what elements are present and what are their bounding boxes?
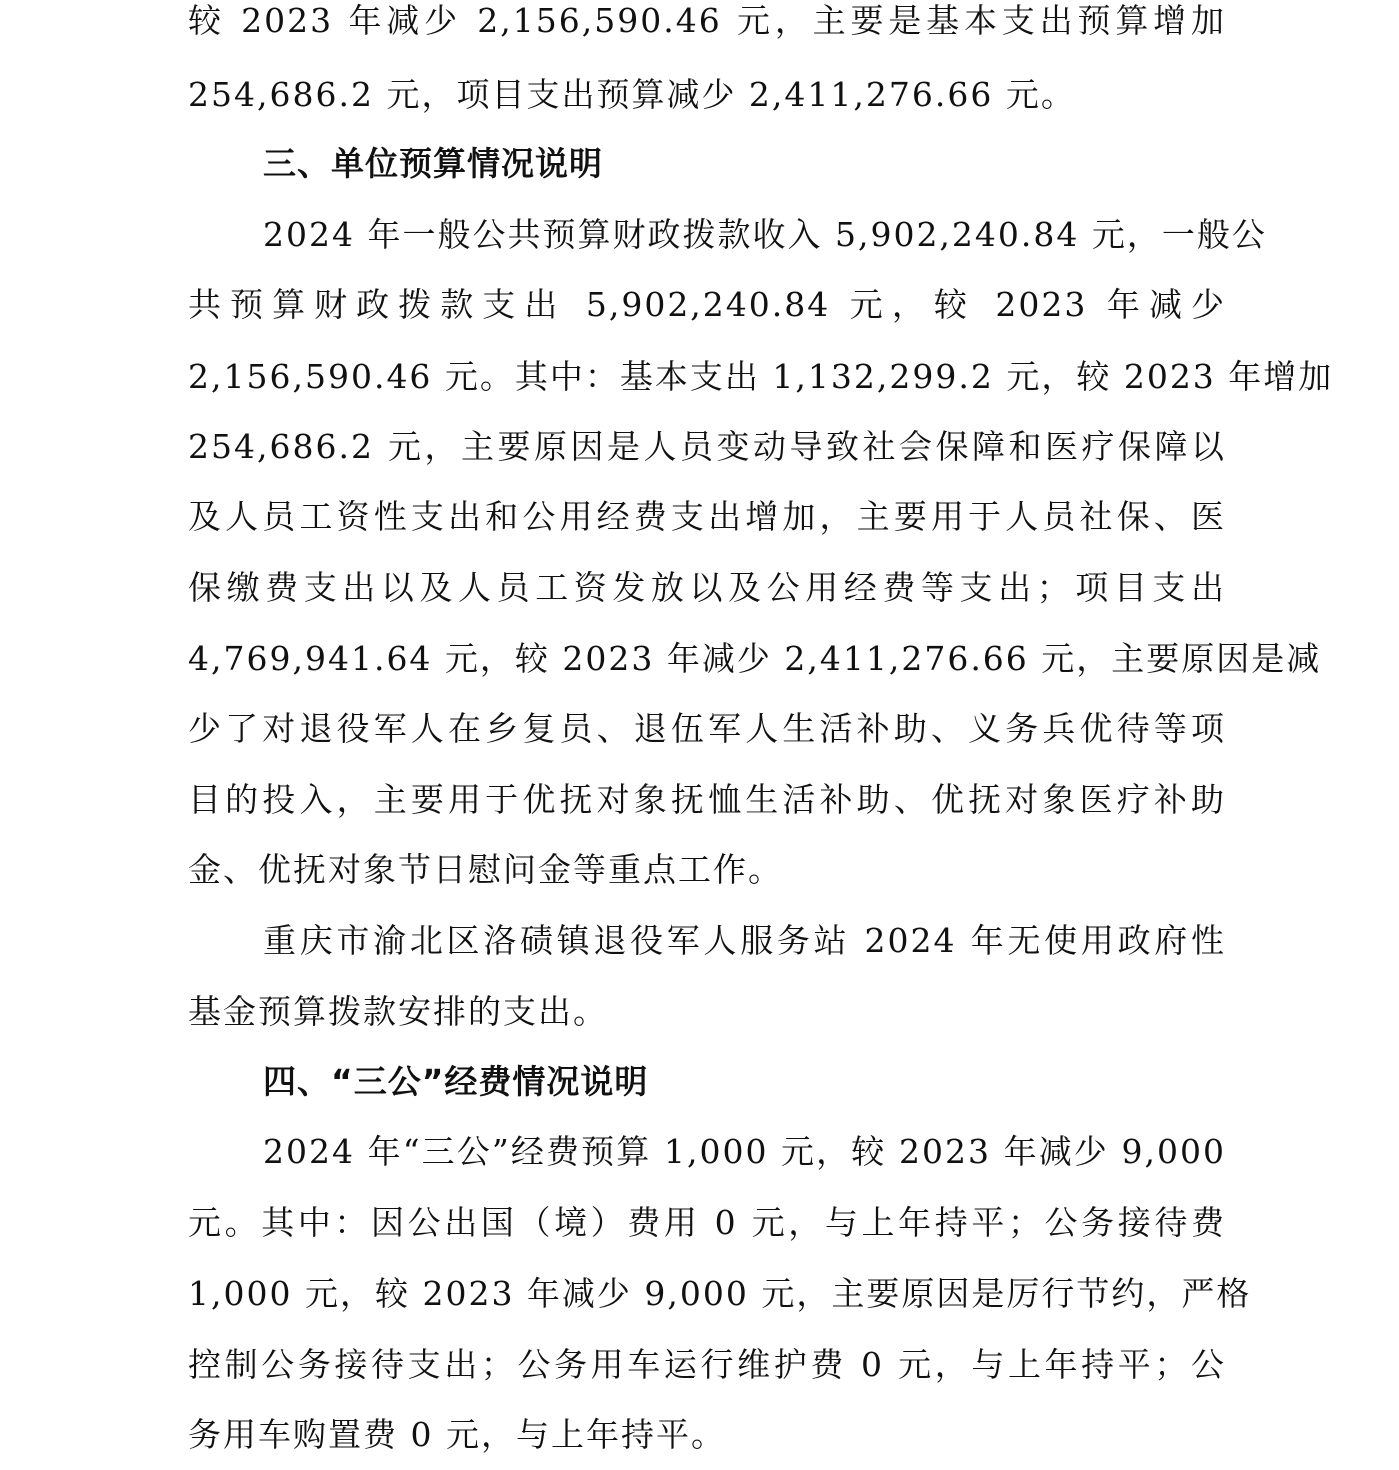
text-line: 较 2023 年减少 2,156,590.46 元，主要是基本支出预算增加 xyxy=(188,1,1226,40)
text-line: 保缴费支出以及人员工资发放以及公用经费等支出；项目支出 xyxy=(188,568,1226,607)
text-line: 254,686.2 元，主要原因是人员变动导致社会保障和医疗保障以 xyxy=(188,427,1226,466)
text-line: 务用车购置费 0 元，与上年持平。 xyxy=(188,1415,726,1454)
text-line: 2024 年一般公共预算财政拨款收入 5,902,240.84 元，一般公 xyxy=(263,215,1267,254)
text-line: 4,769,941.64 元，较 2023 年减少 2,411,276.66 元，主要原因是减 xyxy=(188,639,1322,678)
text-line: 元。其中：因公出国（境）费用 0 元，与上年持平；公务接待费 xyxy=(188,1203,1226,1242)
text-line: 共预算财政拨款支出 5,902,240.84 元，较 2023 年减少 xyxy=(188,285,1226,324)
text-line: 控制公务接待支出；公务用车运行维护费 0 元，与上年持平；公 xyxy=(188,1345,1226,1384)
section-heading: 四、“三公”经费情况说明 xyxy=(263,1062,649,1101)
text-line: 254,686.2 元，项目支出预算减少 2,411,276.66 元。 xyxy=(188,75,1076,114)
section-heading: 三、单位预算情况说明 xyxy=(263,144,603,183)
text-line: 目的投入，主要用于优抚对象抚恤生活补助、优抚对象医疗补助 xyxy=(188,780,1226,819)
text-line: 少了对退役军人在乡复员、退伍军人生活补助、义务兵优待等项 xyxy=(188,709,1226,748)
text-line: 2024 年“三公”经费预算 1,000 元，较 2023 年减少 9,000 xyxy=(263,1132,1226,1171)
text-line: 基金预算拨款安排的支出。 xyxy=(188,992,608,1031)
text-line: 重庆市渝北区洛碛镇退役军人服务站 2024 年无使用政府性 xyxy=(263,921,1226,960)
text-line: 1,000 元，较 2023 年减少 9,000 元，主要原因是厉行节约，严格 xyxy=(188,1274,1252,1313)
text-line: 2,156,590.46 元。其中：基本支出 1,132,299.2 元，较 2023 年增加 xyxy=(188,357,1334,396)
text-line: 金、优抚对象节日慰问金等重点工作。 xyxy=(188,850,783,889)
text-line: 及人员工资性支出和公用经费支出增加，主要用于人员社保、医 xyxy=(188,497,1226,536)
